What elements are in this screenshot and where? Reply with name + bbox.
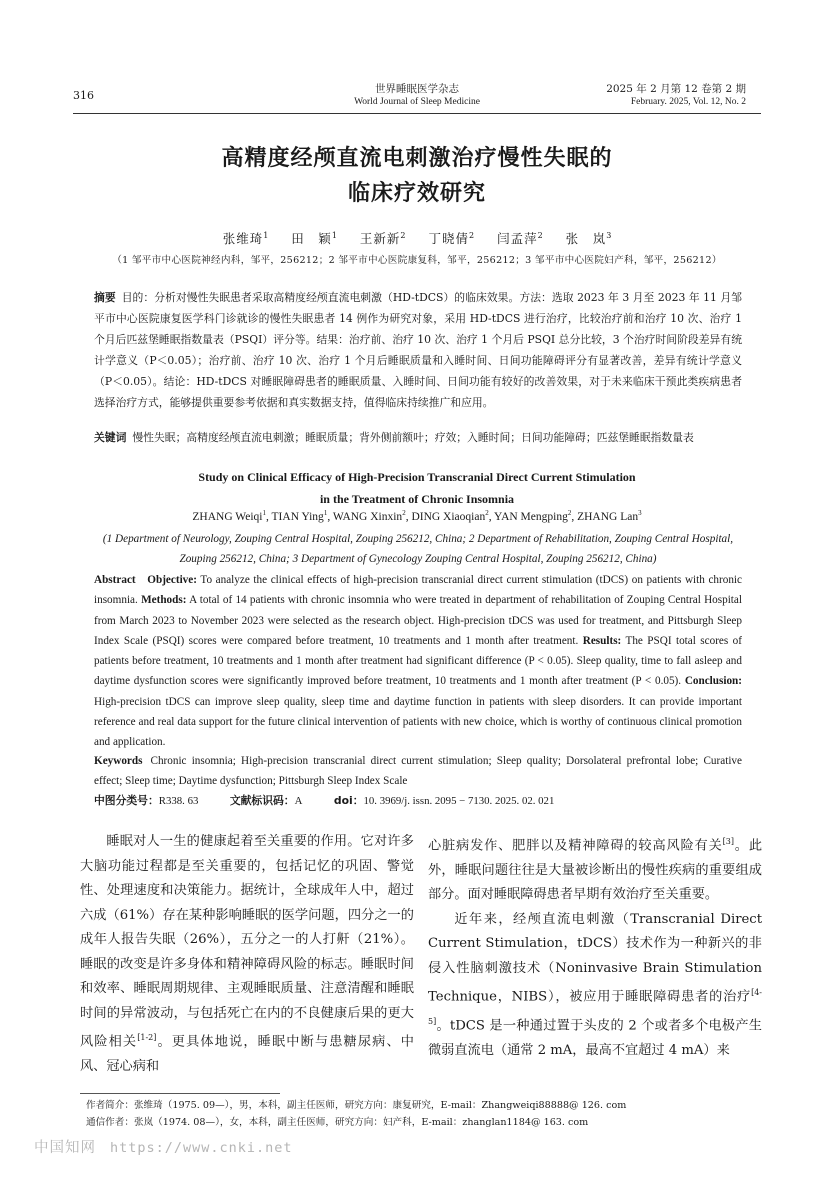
- doc-code-value: A: [294, 795, 303, 807]
- body-column-right: [428, 830, 762, 1064]
- abstract-en-label: Abstract: [94, 574, 136, 586]
- body-column-left: [80, 830, 414, 1079]
- paper-title-en-line2: in the Treatment of Chronic Insomnia: [319, 492, 515, 506]
- keywords-en-label: Keywords: [94, 755, 143, 767]
- keywords-cn: [94, 427, 742, 448]
- author-cn: 张维琦$^1$: [222, 230, 269, 246]
- citation-ref[interactable]: [4-5]: [428, 988, 762, 1027]
- keywords-cn-label: 关键词: [94, 431, 127, 444]
- journal-name-cn: 世界睡眠医学杂志: [375, 83, 459, 95]
- body-paragraph: 睡眠对人一生的健康起着至关重要的作用。它对许多大脑功能过程都是至关重要的，包括记忆的巩固、警觉性、处理速度和决策能力。据统计，全球成年人中，超过六成（61%）存在某种影响睡眠的医学问题，四分之一的成年人报告失眠（26%），五分之一的人打鼾（21%）。睡眠的改变是许多身体和精神障碍风险的标志。睡眠时间和效率、睡眠周期规律、主观睡眠质量、注意清醒和睡眠时间的异常波动，与包括死亡在内的不良健康后果的更大风险相关[1-2]。更具体地说，睡眠中断与患糖尿病、中风、冠心病和: [80, 834, 414, 1074]
- clc-label: 中图分类号：: [94, 794, 159, 807]
- abstract-cn-label: 摘要: [94, 291, 116, 304]
- abstract-cn-text: 目的：分析对慢性失眠患者采取高精度经颅直流电刺激（HD-tDCS）的临床效果。方法：选取 2023 年 3 月至 2023 年 11 月邹平市中心医院康复医学科门诊就诊的慢性失眠患者 14 例作为研究对象，采用 HD-tDCS 进行治疗，比较治疗前和治疗 10 次、治疗 1 个月后匹兹堡睡眠指数量表（PSQI）评分等。结果：治疗前、治疗 10 次、治疗 1 个月后 PSQI 总分比较，3 个治疗时间阶段差异有统计学意义（P＜0.05）；治疗前、治疗 10 次、治疗 1 个月后睡眠质量和入睡时间、日间功能障碍评分有显著改善，差异有统计学意义（P＜0.05）。结论：HD-tDCS 对睡眠障碍患者的睡眠质量、入睡时间、日间功能有较好的改善效果，对于未来临床干预此类疾病患者选择治疗方式，能够提供重要参考依据和真实数据支持，值得临床持续推广和应用。: [94, 291, 743, 409]
- footnote-author-intro: 作者简介：张维琦（1975. 09—），男，本科，副主任医师，研究方向：康复研究，E-mail：Zhangweiqi88888@ 126. com: [86, 1100, 627, 1111]
- author-en: ZHANG Weiqi$^1$: [192, 509, 266, 523]
- body-paragraph: 心脏病发作、肥胖以及精神障碍的较高风险有关[3]。此外，睡眠问题往往是大量被诊断出的慢性疾病的重要组成部分。面对睡眠障碍患者早期有效治疗至关重要。: [428, 837, 763, 903]
- author-cn: 丁晓倩$^2$: [428, 230, 475, 246]
- abstract-cn: [94, 287, 742, 413]
- classification-line: [94, 793, 742, 808]
- methods-text: A total of 14 patients with chronic insomnia who were treated in department of rehabilitation of Zouping Central Hospital from March 2023 to November 2023 were selected as the research object. High-precision tDCS was used for treatment, and Pittsburgh Sleep Index Scale (PSQI) scores were compared before treatment, 10 treatments and 1 month after treatment.: [94, 594, 742, 647]
- issue-info-en: February. 2025, Vol. 12, No. 2: [630, 97, 746, 107]
- keywords-cn-text: 慢性失眠；高精度经颅直流电刺激；睡眠质量；背外侧前额叶；疗效；入睡时间；日间功能障碍；匹兹堡睡眠指数量表: [132, 431, 694, 444]
- author-en: WANG Xinxin$^2$: [332, 509, 406, 523]
- author-cn: 闫孟萍$^2$: [497, 230, 543, 246]
- author-list-cn: [0, 229, 834, 247]
- keywords-en-text: Chronic insomnia; High-precision transcranial direct current stimulation; Sleep quality; Dorsolateral prefrontal lobe; Curative effect; Sleep time; Daytime dysfunction; Pittsburgh Sleep Index Scale: [94, 755, 742, 788]
- header-rule: [73, 113, 761, 114]
- footnote-corresponding-author: 通信作者：张岚（1974. 08—），女，本科，副主任医师，研究方向：妇产科，E-mail：zhanglan1184@ 163. com: [86, 1117, 589, 1128]
- author-en: TIAN Ying$^1$: [271, 509, 328, 523]
- cnki-watermark: [34, 1136, 293, 1157]
- author-cn: 田 颖$^1$: [291, 230, 337, 246]
- author-en: YAN Mengping$^2$: [494, 509, 572, 523]
- author-cn: 王新新$^2$: [359, 230, 406, 246]
- conclusion-label: Conclusion:: [684, 675, 743, 688]
- author-en: DING Xiaoqian$^2$: [411, 509, 489, 523]
- watermark-brand: 中国知网: [34, 1140, 96, 1156]
- conclusion-text: High-precision tDCS can improve sleep quality, sleep time and daytime function in patients with sleep disorders. It can provide important reference and real data support for the future clinical intervention of patients with new choice, which is worthy of continuous clinical promotion and application.: [94, 695, 742, 749]
- citation-ref[interactable]: [3]: [722, 837, 734, 846]
- doc-code-label: 文献标识码：: [229, 794, 295, 807]
- footnote-rule: [80, 1093, 280, 1094]
- paper-title-en-line1: Study on Clinical Efficacy of High-Precision Transcranial Direct Current Stimulation: [198, 470, 636, 484]
- doi-label: doi：: [333, 794, 364, 807]
- author-cn: 张 岚$^3$: [565, 230, 612, 246]
- issue-info-cn: 2025 年 2 月第 12 卷第 2 期: [606, 83, 746, 95]
- watermark-url: https://www.cnki.net: [110, 1140, 293, 1156]
- body-paragraph: 近年来，经颅直流电刺激（Transcranial Direct Current Stimulation，tDCS）技术作为一种新兴的非侵入性脑刺激技术（Noninvasive Brain Stimulation Technique，NIBS），被应用于睡眠障碍患者的治疗[4-5]。tDCS 是一种通过置于头皮的 2 个或者多个电极产生微弱直流电（通常 2 mA，最高不宜超过 4 mA）来: [428, 911, 762, 1059]
- paper-title: [0, 141, 834, 211]
- author-en: ZHANG Lan$^3$: [577, 509, 642, 523]
- page-number: 316: [73, 89, 94, 102]
- doi-value[interactable]: 10. 3969/j. issn. 2095 − 7130. 2025. 02. 021: [363, 795, 555, 807]
- journal-name-en: World Journal of Sleep Medicine: [354, 97, 480, 107]
- keywords-en: [94, 751, 742, 792]
- methods-label: Methods:: [141, 594, 187, 607]
- objective-label: Objective:: [147, 574, 197, 586]
- citation-ref[interactable]: [1-2]: [137, 1033, 157, 1042]
- clc-value: R338. 63: [158, 795, 199, 807]
- affiliation-en: (1 Department of Neurology, Zouping Central Hospital, Zouping 256212, China; 2 Department of Rehabilitation, Zouping Central Hospital, Zouping 256212, China; 3 Department of Gynecology Zouping Central Hospital, Zouping 256212, China): [102, 533, 734, 565]
- paper-title-line1: 高精度经颅直流电刺激治疗慢性失眠的: [221, 146, 613, 171]
- results-label: Results:: [582, 634, 622, 647]
- affiliation-cn: （1 邹平市中心医院神经内科，邹平，256212；2 邹平市中心医院康复科，邹平，256212；3 邹平市中心医院妇产科，邹平，256212）: [112, 255, 722, 266]
- abstract-en: [94, 570, 742, 753]
- author-list-en: ZHANG Weiqi$^1$, TIAN Ying$^1$, WANG Xinxin$^2$, DING Xiaoqian$^2$, YAN Mengping$^2$, ZHANG Lan$^3$: [192, 509, 642, 523]
- results-text: The PSQI total scores of patients before treatment, 10 treatments and 1 month after treatment had significant difference (P < 0.05). Sleep quality, time to fall asleep and daytime dysfunction scores were significantly improved before treatment, 10 treatments and 1 month after treatment (P < 0.05).: [94, 634, 742, 688]
- paper-title-en: [0, 466, 834, 510]
- paper-title-line2: 临床疗效研究: [347, 181, 486, 206]
- objective-text: To analyze the clinical effects of high-precision transcranial direct current stimulation (tDCS) on patients with chronic insomnia.: [94, 574, 742, 607]
